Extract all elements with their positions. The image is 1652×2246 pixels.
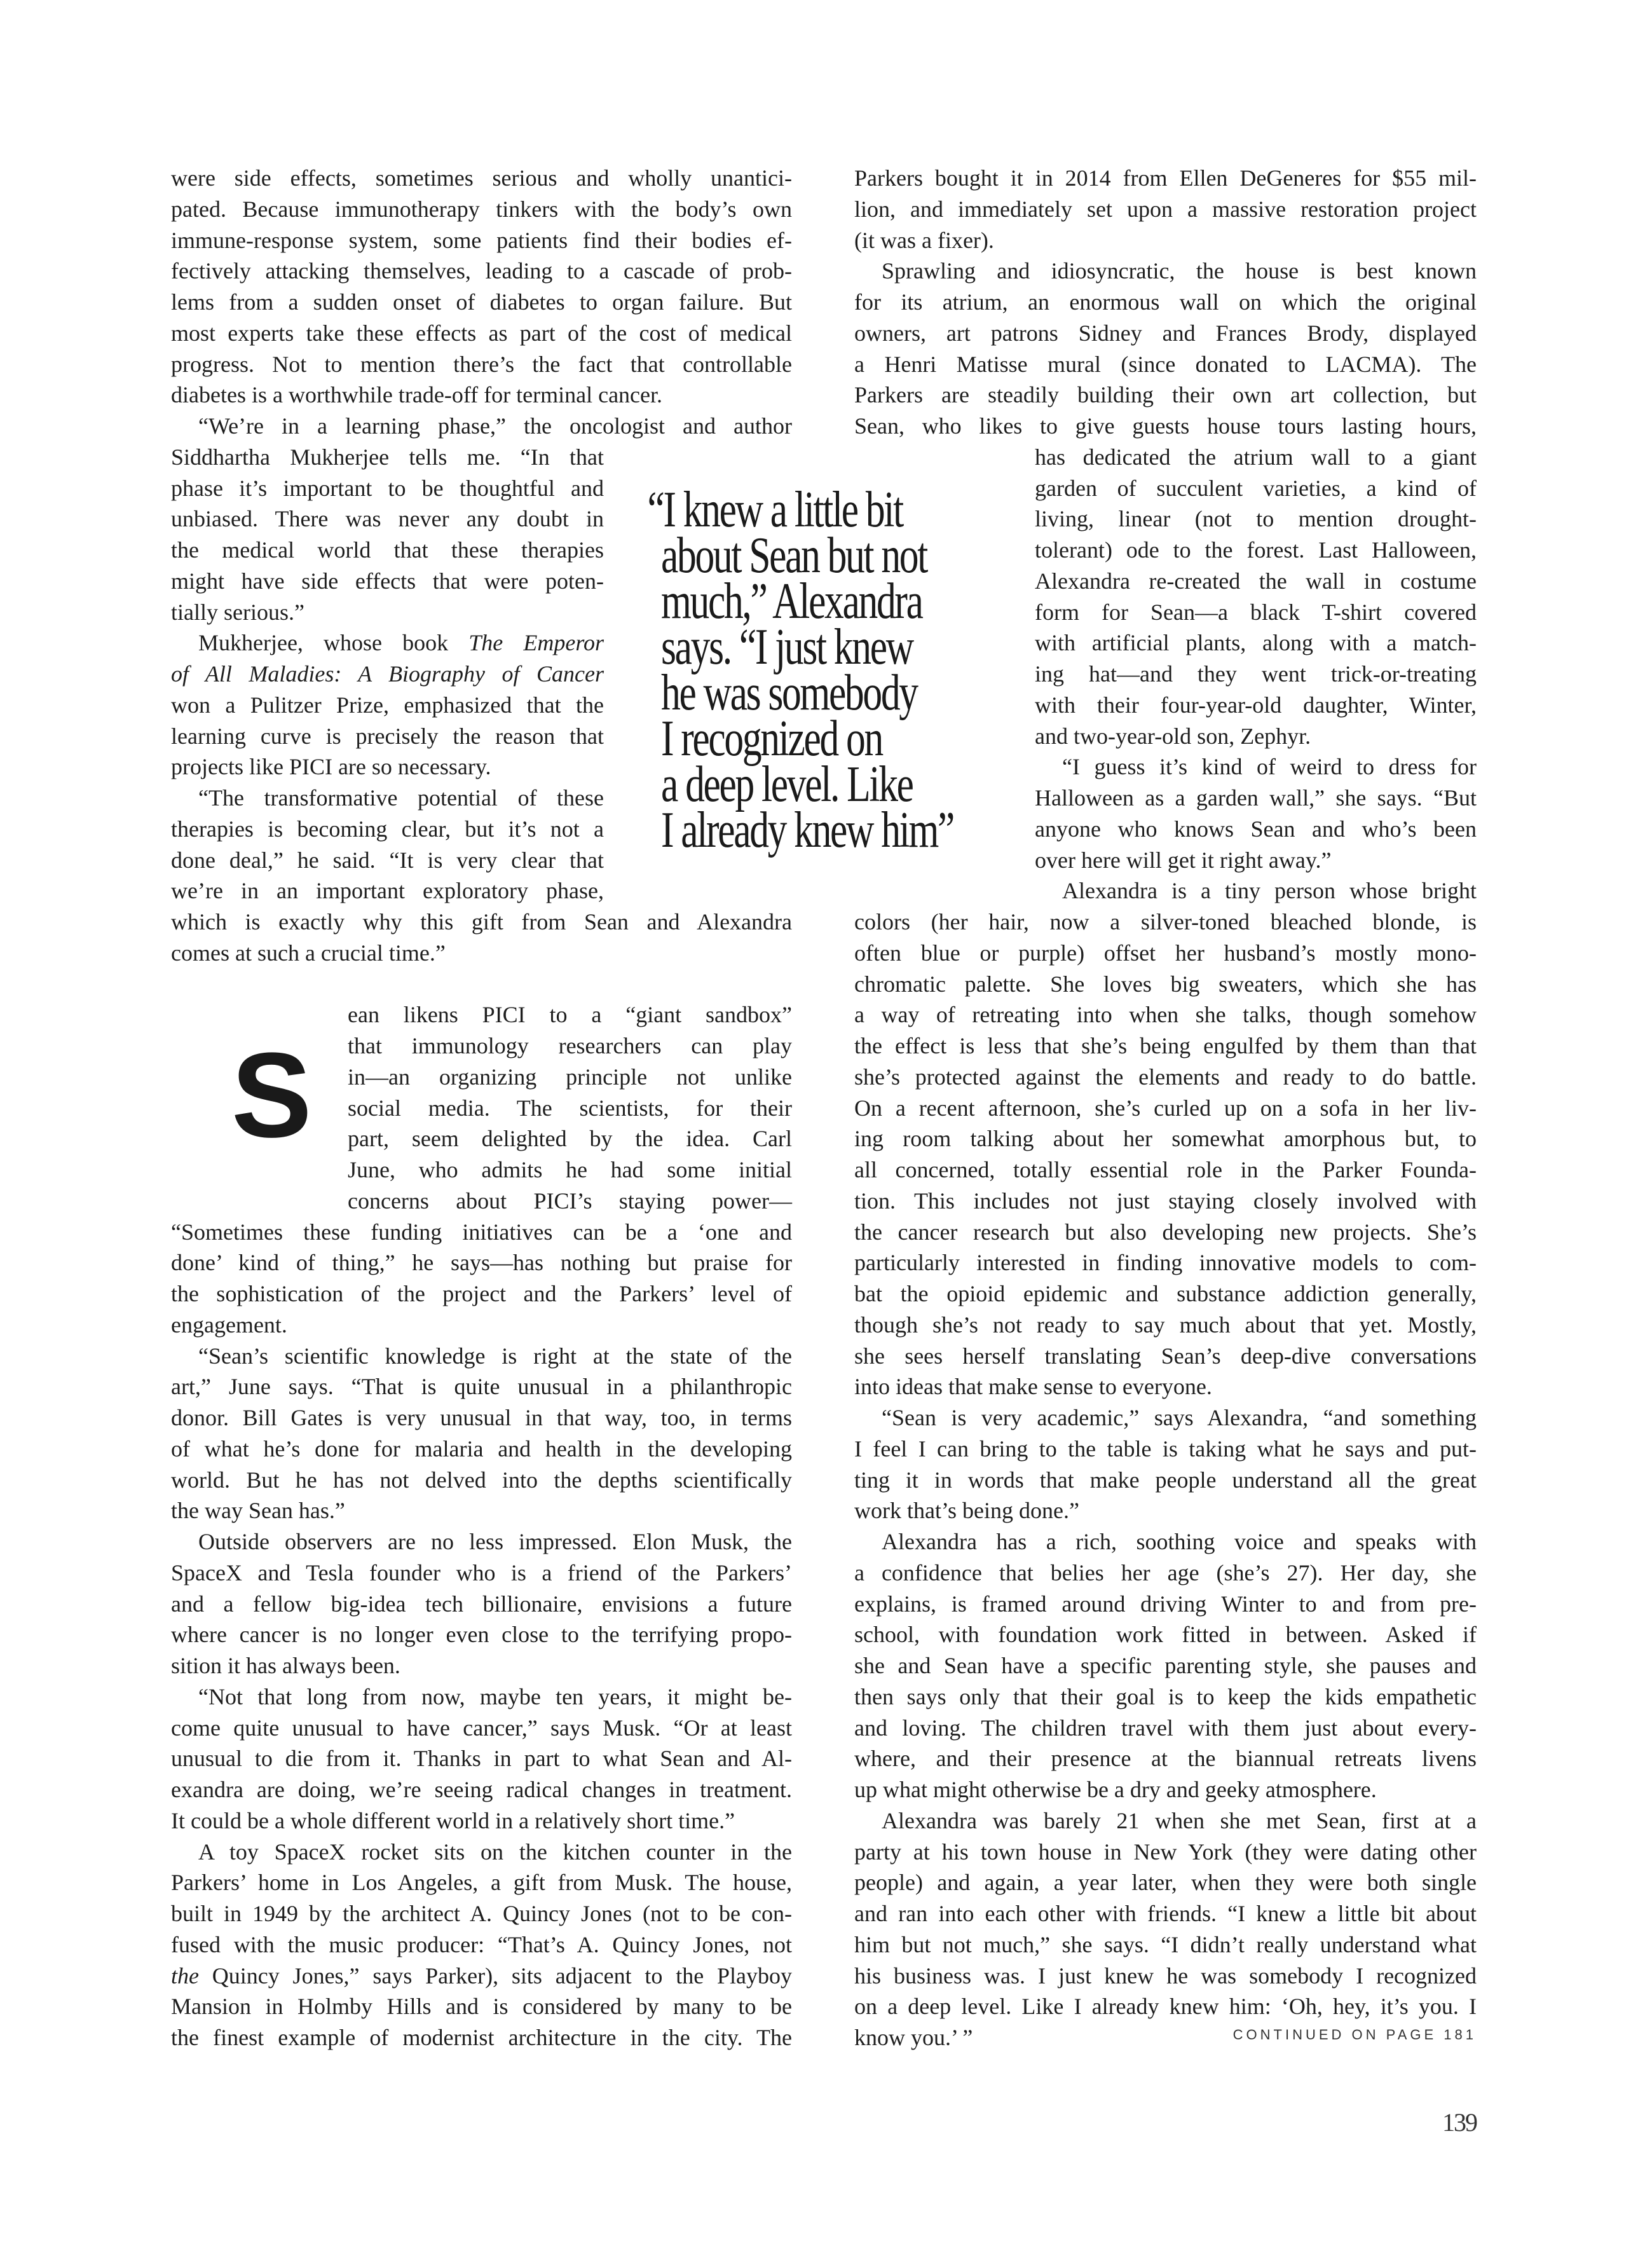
paragraph <box>854 875 1477 1402</box>
text-line: Outside observers are no less impressed. Elon Musk, the <box>198 1529 792 1554</box>
text-line: phase it’s important to be thoughtful and <box>171 475 604 501</box>
text-line: “The transformative potential of these <box>198 785 604 811</box>
paragraph <box>171 1837 792 2053</box>
paragraph <box>854 1402 1477 1526</box>
text-line: the cancer research but also developing new projects. She’s <box>854 1219 1477 1245</box>
paragraph <box>854 1526 1477 1805</box>
text-line: built in 1949 by the architect A. Quincy Jones (not to be con- <box>171 1901 792 1926</box>
text-line: (it was a fixer). <box>854 227 994 253</box>
text-line: learning curve is precisely the reason that <box>171 723 604 749</box>
text-line: ting it in words that make people understand all the great <box>854 1467 1477 1493</box>
text-line: the way Sean has.” <box>171 1498 345 1524</box>
text-line: anyone who knows Sean and who’s been <box>1035 816 1477 842</box>
text-line: owners, art patrons Sidney and Frances Brody, displayed <box>854 320 1477 346</box>
text-line: might have side effects that were poten- <box>171 568 604 594</box>
text-line: and a fellow big-idea tech billionaire, envisions a future <box>171 1591 792 1617</box>
text-line: Sprawling and idiosyncratic, the house is best known <box>882 258 1477 284</box>
text-line: Alexandra has a rich, soothing voice and speaks with <box>882 1529 1477 1554</box>
italic-title: the <box>171 1962 199 1989</box>
text-line: with artificial plants, along with a match- <box>1035 630 1477 656</box>
text-line: lems from a sudden onset of diabetes to organ failure. But <box>171 289 792 315</box>
text-line: progress. Not to mention there’s the fact that controllable <box>171 351 792 377</box>
text-line: has dedicated the atrium wall to a giant <box>1035 444 1477 470</box>
text-line: she’s protected against the elements and ready to do battle. <box>854 1064 1477 1090</box>
text-line: ing room talking about her somewhat amorphous but, to <box>854 1126 1477 1152</box>
text-line: A toy SpaceX rocket sits on the kitchen counter in the <box>198 1839 792 1865</box>
text-line: diabetes is a worthwhile trade-off for terminal cancer. <box>171 382 663 408</box>
text-line: a Henri Matisse mural (since donated to LACMA). The <box>854 351 1477 377</box>
text-line: with their four-year-old daughter, Winter, <box>1035 692 1477 718</box>
paragraph <box>171 1526 792 1681</box>
text-line: colors (her hair, now a silver-toned bleached blonde, is <box>854 909 1477 935</box>
text-line: for its atrium, an enormous wall on which the original <box>854 289 1477 315</box>
right-column <box>854 163 1477 2053</box>
text-line: him but not much,” she says. “I didn’t really understand what <box>854 1931 1477 1957</box>
text-line: though she’s not ready to say much about that yet. Mostly, <box>854 1311 1477 1338</box>
text-line: It could be a whole different world in a relatively short time.” <box>171 1807 735 1833</box>
text-line: “Sean is very academic,” says Alexandra, “and something <box>882 1405 1477 1430</box>
text-line: lion, and immediately set upon a massive restoration project <box>854 196 1477 222</box>
pull-quote-line: about Sean but not <box>661 528 927 584</box>
text-line: then says only that their goal is to keep the kids empathetic <box>854 1683 1477 1709</box>
text-line: unbiased. There was never any doubt in <box>171 506 604 532</box>
text-line: SpaceX and Tesla founder who is a friend of the Parkers’ <box>171 1559 792 1585</box>
text-line: Parkers’ home in Los Angeles, a gift from Musk. The house, <box>171 1870 792 1896</box>
text-line: pated. Because immunotherapy tinkers with the body’s own <box>171 196 792 222</box>
text-line: the effect is less that she’s being engulfed by them than that <box>854 1033 1477 1058</box>
text-line: and two-year-old son, Zephyr. <box>1035 723 1311 749</box>
pull-quote-line: I already knew him” <box>661 802 953 858</box>
text-line: people) and again, a year later, when they were both single <box>854 1870 1477 1896</box>
text-line: Mukherjee, whose book The Emperor <box>198 630 604 656</box>
text-line: tolerant) ode to the forest. Last Halloween, <box>1035 537 1477 563</box>
text-line: which is exactly why this gift from Sean and Alexandra <box>171 909 792 935</box>
pull-quote-line: says. “I just knew <box>661 619 913 675</box>
text-line: particularly interested in finding innovative models to com- <box>854 1250 1477 1276</box>
text-line: social media. The scientists, for their <box>348 1095 792 1121</box>
text-line: living, linear (not to mention drought- <box>1035 506 1477 532</box>
text-line: fectively attacking themselves, leading to a cascade of prob- <box>171 258 792 284</box>
text-line: Sean, who likes to give guests house tours lasting hours, <box>854 413 1477 439</box>
text-line: were side effects, sometimes serious and wholly unantici- <box>171 165 792 191</box>
text-line: art,” June says. “That is quite unusual in a philanthropic <box>171 1374 792 1400</box>
drop-cap: S <box>231 1028 312 1163</box>
text-line: in—an organizing principle not unlike <box>348 1064 792 1090</box>
page-number: 139 <box>1442 2108 1477 2137</box>
text-line <box>171 659 604 690</box>
text-line: “Sometimes these funding initiatives can be a ‘one and <box>171 1219 792 1245</box>
text-line: work that’s being done.” <box>854 1498 1079 1524</box>
text-line: Mansion in Holmby Hills and is considered by many to be <box>171 1994 792 2020</box>
text-line: all concerned, totally essential role in the Parker Founda- <box>854 1157 1477 1182</box>
pull-quote-line: much,” Alexandra <box>661 573 922 629</box>
text-line: the finest example of modernist architecture in the city. The <box>171 2025 792 2050</box>
text-line: we’re in an important exploratory phase, <box>171 878 604 904</box>
text-line: the Quincy Jones,” says Parker), sits adjacent to the Playboy <box>171 1962 792 1989</box>
text-line: exandra are doing, we’re seeing radical changes in treatment. <box>171 1777 792 1802</box>
text-line: know you.’ ” <box>854 2025 973 2050</box>
text-line: Alexandra re-created the wall in costume <box>1035 568 1477 594</box>
text-line: comes at such a crucial time.” <box>171 940 446 966</box>
text-line: garden of succulent varieties, a kind of <box>1035 475 1477 501</box>
text-line: she and Sean have a specific parenting style, she pauses and <box>854 1653 1477 1678</box>
text-line: Siddhartha Mukherjee tells me. “In that <box>171 444 604 470</box>
text-line: “I guess it’s kind of weird to dress for <box>1062 754 1477 780</box>
italic-title: of All Maladies: A Biography of Cancer <box>171 661 604 687</box>
text-line: chromatic palette. She loves big sweaters, which she has <box>854 971 1477 997</box>
paragraph <box>171 163 792 411</box>
text-line: form for Sean—a black T-shirt covered <box>1035 599 1477 625</box>
text-line: On a recent afternoon, she’s curled up on a sofa in her liv- <box>854 1095 1477 1121</box>
pull-quote-line: he was somebody <box>661 665 917 721</box>
text-line: “We’re in a learning phase,” the oncologist and author <box>198 413 792 439</box>
text-line: explains, is framed around driving Winter to and from pre- <box>854 1591 1477 1617</box>
text-line: party at his town house in New York (they were dating other <box>854 1839 1477 1865</box>
text-line: the sophistication of the project and the Parkers’ level of <box>171 1281 792 1306</box>
text-line: Parkers bought it in 2014 from Ellen DeGeneres for $55 mil- <box>854 165 1477 191</box>
text-line: done’ kind of thing,” he says—has nothing but praise for <box>171 1250 792 1276</box>
pull-quote-line: I recognized on <box>661 711 882 767</box>
text-line: unusual to die from it. Thanks in part to what Sean and Al- <box>171 1746 792 1772</box>
pull-quote-line: a deep level. Like <box>661 757 913 812</box>
text-line: done deal,” he said. “It is very clear that <box>171 847 604 873</box>
text-line: world. But he has not delved into the depths scientifically <box>171 1467 792 1493</box>
text-line: school, with foundation work fitted in between. Asked if <box>854 1622 1477 1648</box>
text-line: donor. Bill Gates is very unusual in that way, too, in terms <box>171 1405 792 1430</box>
text-line: June, who admits he had some initial <box>348 1157 792 1182</box>
text-line: Alexandra is a tiny person whose bright <box>1062 878 1477 904</box>
text-line: and loving. The children travel with them just about every- <box>854 1715 1477 1741</box>
text-line: sition it has always been. <box>171 1653 400 1678</box>
paragraph <box>171 1341 792 1527</box>
text-line: into ideas that make sense to everyone. <box>854 1374 1212 1400</box>
text-line: bat the opioid epidemic and substance addiction generally, <box>854 1281 1477 1306</box>
text-line: fused with the music producer: “That’s A. Quincy Jones, not <box>171 1931 792 1957</box>
text-line: part, seem delighted by the idea. Carl <box>348 1126 792 1152</box>
text-line: tially serious.” <box>171 599 304 625</box>
text-line: where cancer is no longer even close to the terrifying propo- <box>171 1622 792 1648</box>
text-line: “Sean’s scientific knowledge is right at the state of the <box>198 1343 792 1369</box>
text-line: that immunology researchers can play <box>348 1033 792 1058</box>
text-line: often blue or purple) offset her husband’s mostly mono- <box>854 940 1477 966</box>
text-line: and ran into each other with friends. “I knew a little bit about <box>854 1901 1477 1926</box>
paragraph <box>854 163 1477 256</box>
paragraph <box>854 1805 1477 2053</box>
continued-on-page-label: CONTINUED ON PAGE 181 <box>1232 2027 1477 2043</box>
text-line: ing hat—and they went trick-or-treating <box>1035 661 1477 687</box>
text-line: of what he’s done for malaria and health in the developing <box>171 1435 792 1462</box>
text-line: immune-response system, some patients find their bodies ef- <box>171 227 792 253</box>
text-line: Parkers are steadily building their own art collection, but <box>854 382 1477 408</box>
text-line: won a Pulitzer Prize, emphasized that the <box>171 692 604 718</box>
text-line: on a deep level. Like I already knew him: ‘Oh, hey, it’s you. I <box>854 1994 1477 2020</box>
text-line: projects like PICI are so necessary. <box>171 754 491 780</box>
text-line: come quite unusual to have cancer,” says Musk. “Or at least <box>171 1715 792 1741</box>
text-line: his business was. I just knew he was somebody I recognized <box>854 1962 1477 1989</box>
text-line: Alexandra was barely 21 when she met Sean, first at a <box>882 1807 1477 1833</box>
paragraph <box>171 1681 792 1837</box>
italic-title: The Emperor <box>468 630 604 656</box>
text-line: therapies is becoming clear, but it’s not a <box>171 816 604 842</box>
text-line: she sees herself translating Sean’s deep-dive conversations <box>854 1343 1477 1369</box>
text-line: concerns about PICI’s staying power— <box>348 1188 792 1214</box>
text-line: engagement. <box>171 1311 287 1338</box>
text-line: ean likens PICI to a “giant sandbox” <box>348 1002 792 1028</box>
pull-quote-line: “I knew a little bit <box>647 482 903 538</box>
text-line: where, and their presence at the biannual retreats livens <box>854 1746 1477 1772</box>
text-line: up what might otherwise be a dry and geeky atmosphere. <box>854 1777 1377 1802</box>
text-line: most experts take these effects as part of the cost of medical <box>171 320 792 346</box>
text-line: the medical world that these therapies <box>171 537 604 563</box>
text-line: a confidence that belies her age (she’s 27). Her day, she <box>854 1559 1477 1585</box>
text-line: tion. This includes not just staying closely involved with <box>854 1188 1477 1214</box>
text-line: I feel I can bring to the table is taking what he says and put- <box>854 1435 1477 1462</box>
text-line: Halloween as a garden wall,” she says. “But <box>1035 785 1477 811</box>
text-line: over here will get it right away.” <box>1035 847 1332 873</box>
text-line: a way of retreating into when she talks, though somehow <box>854 1002 1477 1028</box>
text-line: “Not that long from now, maybe ten years, it might be- <box>198 1683 792 1709</box>
pull-quote <box>647 482 953 858</box>
